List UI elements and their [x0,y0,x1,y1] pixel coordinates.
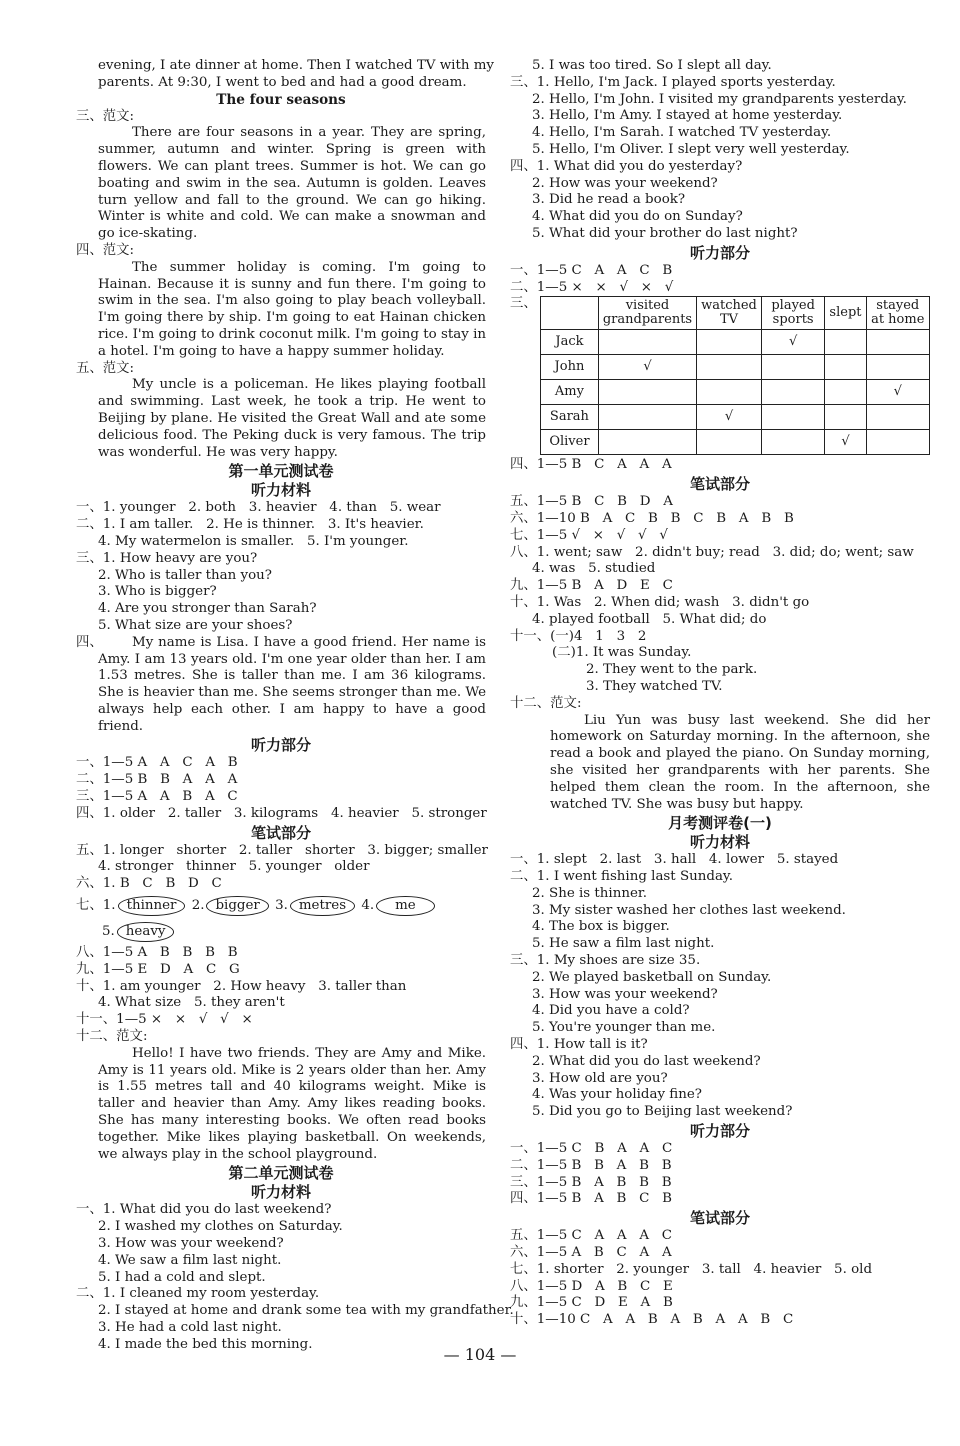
table-header-cell: played sports [761,297,825,330]
monthly-written-part-heading: 笔试部分 [689,1209,750,1228]
table-cell: √ [825,430,866,455]
answer-line: 3. How was your weekend? [98,1236,284,1252]
answer-line: 2. We played basketball on Sunday. [532,969,772,985]
answer-line: 5. Hello, I'm Oliver. I slept very well yesterday. [532,141,850,157]
table-cell [598,430,696,455]
fanwen-12-text: Hello! I have two friends. They are Amy and Mike. Amy is 11 years old. Mike is 2 years older than her. Amy is 1.55 metres tall and 40 kilograms weight. Mike is taller and heavier than Amy. Amy likes reading books. She has many interesting books. We often read books together. Mike likes playing basketball. On weekends, we always play in the school playground. [98,1045,486,1162]
answer-line: 十一、1—5 × × √ √ × [76,1012,253,1028]
answer-line: 十、1. am younger 2. How heavy 3. taller than [76,978,407,994]
table-cell [825,380,866,405]
unit2-listen-material-heading: 听力材料 [250,1183,311,1202]
unit2-title: 第二单元测试卷 [228,1164,334,1183]
table-cell: √ [761,330,825,355]
answer-line: 四、1. What did you do yesterday? [510,158,743,174]
table-header-cell: visited grandparents [598,297,696,330]
answer-line: 四、1. How tall is it? [510,1037,648,1053]
answer-line: 4. Was your holiday fine? [532,1087,702,1103]
answer-line: 九、1—5 C D E A B [510,1295,673,1311]
answer-line: 5. Did you go to Beijing last weekend? [532,1104,793,1120]
table-header-cell: watched TV [697,297,762,330]
answer-line: 2. I stayed at home and drank some tea with my grandfather. [98,1303,514,1319]
table-cell [697,430,762,455]
answer-line: 二、1—5 B B A B B [510,1157,672,1173]
table-cell [697,355,762,380]
table-cell [761,430,825,455]
fanwen-12-label: 十二、范文: [510,695,582,711]
page-number: — 104 — [443,1345,517,1364]
answer-line: 3. They watched TV. [586,678,723,694]
fanwen-4-text: The summer holiday is coming. I'm going to Hainan. Because it is sunny and fun there. I'm going to swim in the sea. I'm also going to play beach volleyball. I'm going there by ship. I'm going to eat Hainan chicken rice. I'm going to drink coconut milk. I'm going to stay in a hotel. I'm going to have a happy summer holiday. [98,259,486,359]
answer-line: 2. Hello, I'm John. I visited my grandparents yesterday. [532,91,907,107]
answer-line: 5. What size are your shoes? [98,617,293,633]
unit1-listen-part-heading: 听力部分 [250,736,311,755]
answer-line: 四、1—5 B A B C B [510,1191,672,1207]
answer-line: 4. Did you have a cold? [532,1003,690,1019]
unit2-written-part-heading: 笔试部分 [689,475,750,494]
answer-line: 九、1—5 E D A C G [76,961,240,977]
answer-line: 七、1. shorter 2. younger 3. tall 4. heavier 5. old [510,1261,873,1277]
item-number: 3. [275,898,288,914]
answer-line: 五、1. longer shorter 2. taller shorter 3. bigger; smaller [76,842,488,858]
answer-line: 5. He saw a film last night. [532,936,715,952]
table-cell [825,405,866,430]
table-cell [598,405,696,430]
table-cell [761,380,825,405]
table-cell [598,330,696,355]
essay-end-line: evening, I ate dinner at home. Then I watched TV with my [98,58,494,73]
answer-line: 2. How was your weekend? [532,175,718,191]
circled-word: metres [290,896,355,916]
answer-line: 4. We saw a film last night. [98,1252,282,1268]
answer-line: 2. What did you do last weekend? [532,1053,761,1069]
answer-line: 3. Who is bigger? [98,584,217,600]
answer-line: 4. was 5. studied [532,561,656,577]
answer-table [540,296,930,455]
unit1-written-part-heading: 笔试部分 [250,823,311,842]
table-cell [761,355,825,380]
answer-line: 5. What did your brother do last night? [532,225,798,241]
seasons-title: The four seasons [216,91,346,108]
answer-line: 九、1—5 B A D E C [510,578,673,594]
item-number: 4. [361,898,375,914]
table-row [541,430,930,455]
answer-line: 一、1—5 A A C A B [76,755,238,771]
answer-line: 2. She is thinner. [532,885,648,901]
answer-line: 三、1. Hello, I'm Jack. I played sports yesterday. [510,74,836,90]
answer-line: 4. What size 5. they aren't [98,995,285,1011]
answer-line: 2. Who is taller than you? [98,567,272,583]
table-cell [761,405,825,430]
answer-line: 七、1—5 √ × √ √ √ [510,527,668,543]
answer-line: 3. Did he read a book? [532,192,686,208]
item-number: 1. [102,898,116,914]
answer-line: 5. I had a cold and slept. [98,1269,266,1285]
answer-line: 二、1. I am taller. 2. He is thinner. 3. It's heavier. [76,517,424,533]
answer-line: 一、1. younger 2. both 3. heavier 4. than 5. wear [76,500,441,516]
answer-line: 4. My watermelon is smaller. 5. I'm younger. [98,533,409,549]
answer-line: 十一、(一)4 1 3 2 [510,628,647,644]
essay-end-line: parents. At 9:30, I went to bed and had a good dream. [98,74,467,90]
table-cell [866,405,930,430]
answer-line: 3. Hello, I'm Amy. I stayed at home yesterday. [532,108,843,124]
answer-line: 3. How old are you? [532,1070,668,1086]
answer-line: 一、1. slept 2. last 3. hall 4. lower 5. stayed [510,852,839,868]
answer-line: 2. I washed my clothes on Saturday. [98,1219,343,1235]
table-cell: Oliver [541,430,599,455]
table-header-row [541,297,930,330]
table-cell: √ [598,355,696,380]
table-cell: √ [697,405,762,430]
answer-line: 二、1. I cleaned my room yesterday. [76,1286,320,1302]
unit1-listen-material-heading: 听力材料 [250,481,311,500]
answer-table-block [510,296,930,455]
unit1-title: 第一单元测试卷 [228,462,334,481]
answer-line: 六、1. B C B D C [76,876,222,892]
answer-line: 一、1. What did you do last weekend? [76,1202,332,1218]
answer-line: 2. They went to the park. [586,662,758,678]
circled-word: heavy [117,922,175,942]
table-cell: Sarah [541,405,599,430]
answer-line: 五、1—5 B C B D A [510,494,673,510]
table-cell [866,430,930,455]
circled-word: bigger [206,896,268,916]
answer-line: 二、1. I went fishing last Sunday. [510,869,733,885]
table-header-cell [541,297,599,330]
answer-line: 4. I made the bed this morning. [98,1336,313,1352]
circled-words-row [76,893,486,919]
unit1-material-4 [76,635,486,736]
fanwen-3-text: There are four seasons in a year. They are spring, summer, autumn and winter. Spring is green with flowers. We can plant trees. Summer is hot. We can go boating and swim in the sea. Autumn is golden. Leaves turn yellow and fall to the ground. We can go hiking. Winter is white and cold. We can make a snowman and go ice-skating. [98,125,486,242]
table-cell [697,330,762,355]
table-row [541,330,930,355]
section-label: 三、 [510,296,537,312]
answer-line: 五、1—5 C A A A C [510,1228,673,1244]
answer-line: 二、1—5 × × √ × √ [510,279,674,295]
answer-line: 八、1—5 A B B B B [76,945,238,961]
table-row [541,380,930,405]
answer-line: 一、1—5 C B A A C [510,1141,673,1157]
table-row [541,405,930,430]
item-number: 2. [191,898,205,914]
table-cell: √ [866,380,930,405]
table-cell [825,330,866,355]
fanwen-12-label: 十二、范文: [76,1029,148,1045]
table-cell: Amy [541,380,599,405]
table-header-cell: slept [825,297,866,330]
table-cell [697,380,762,405]
answer-line: (二)1. It was Sunday. [552,645,692,661]
answer-line: 4. played football 5. What did; do [532,611,767,627]
answer-line: 六、1—10 B A C B B C B A B B [510,510,794,526]
answer-line: 八、1. went; saw 2. didn't buy; read 3. did; do; went; saw [510,544,914,560]
answer-line: 3. He had a cold last night. [98,1320,282,1335]
answer-line: 4. stronger thinner 5. younger older [98,859,370,875]
right-column [510,58,930,1329]
answer-line: 十、1. Was 2. When did; wash 3. didn't go [510,594,810,610]
answer-line: 5. You're younger than me. [532,1020,716,1036]
material-4-label: 四、 [76,634,103,650]
table-header-cell: stayed at home [866,297,930,330]
circled-word: me [376,896,435,916]
answer-line: 三、1. How heavy are you? [76,550,258,566]
fanwen-5-label: 五、范文: [76,360,135,376]
table-cell [866,330,930,355]
fanwen-12-text: Liu Yun was busy last weekend. She did her homework on Saturday morning. In the afternoon, she read a book and played the piano. On Sunday morning, she visited her grandparents with her parents. She helped them clean the room. In the afternoon, she watched TV. She was busy but happy. [550,712,930,812]
material-4-text: My name is Lisa. I have a good friend. Her name is Amy. I am 13 years old. I'm one year older than her. I am 1.53 metres. She is taller than me. I am 36 kilograms. She is heavier than me. She seems stronger than me. We always help each other. I am happy to have a good friend. [98,634,486,734]
circled-word: thinner [118,896,186,916]
answer-line: 十、1—10 C A A B A B A A B C [510,1312,794,1328]
fanwen-5-text: My uncle is a policeman. He likes playing football and swimming. Last week, he took a trip. He went to Beijing by plane. He visited the Great Wall and ate some delicious food. The Peking duck is very famous. The trip was wonderful. He was very happy. [98,377,486,460]
table-cell [598,380,696,405]
answer-line: 四、1. older 2. taller 3. kilograms 4. heavier 5. stronger [76,805,487,821]
answer-line: 六、1—5 A B C A A [510,1245,672,1261]
answer-line: 四、1—5 B C A A A [510,457,672,473]
monthly-test-title: 月考测评卷(一) [668,814,772,833]
answer-line: 3. How was your weekend? [532,986,718,1002]
monthly-listen-part-heading: 听力部分 [689,1122,750,1141]
monthly-listen-material-heading: 听力材料 [689,833,750,852]
table-cell: Jack [541,330,599,355]
answer-line: 4. Hello, I'm Sarah. I watched TV yesterday. [532,125,832,141]
answer-line: 5. I was too tired. So I slept all day. [532,58,772,73]
answer-line: 三、1—5 B A B B B [510,1174,672,1190]
left-column [76,58,514,1354]
answer-line: 4. Are you stronger than Sarah? [98,601,317,617]
table-cell [825,355,866,380]
answer-line: 3. My sister washed her clothes last weekend. [532,902,846,918]
answer-line: 4. What did you do on Sunday? [532,209,743,225]
answer-line: 三、1. My shoes are size 35. [510,953,701,969]
table-cell: John [541,355,599,380]
fanwen-4-label: 四、范文: [76,242,135,258]
answer-line: 一、1—5 C A A C B [510,262,673,278]
answer-line: 三、1—5 A A B A C [76,789,238,805]
section-label: 七、 [76,898,103,914]
answer-line: 二、1—5 B B A A A [76,772,238,788]
fanwen-3-label: 三、范文: [76,108,135,124]
table-row [541,355,930,380]
item-number: 5. [102,924,115,940]
answer-line: 八、1—5 D A B C E [510,1278,673,1294]
answer-line: 4. The box is bigger. [532,919,670,935]
circled-words-row [76,919,486,945]
table-cell [866,355,930,380]
unit2-listen-part-heading: 听力部分 [689,243,750,262]
